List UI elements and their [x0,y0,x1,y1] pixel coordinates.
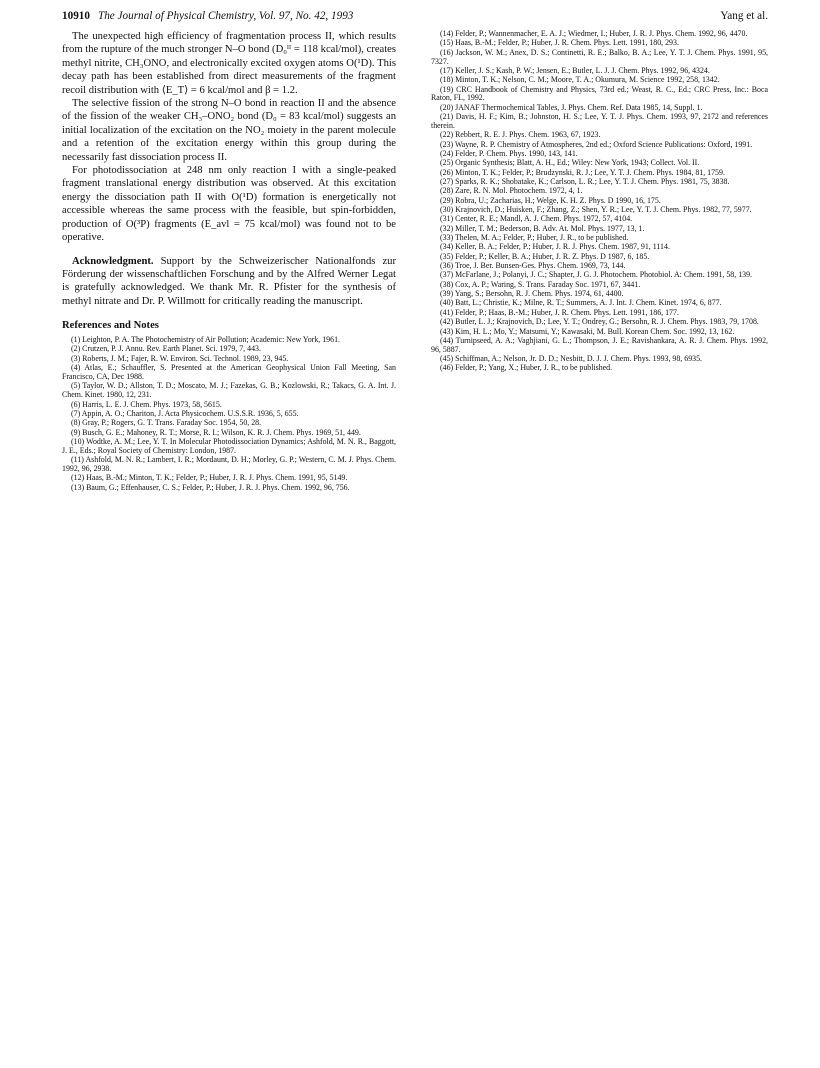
running-header [62,8,768,24]
reference-item: (41) Felder, P.; Haas, B.-M.; Huber, J. R. Chem. Phys. Lett. 1991, 186, 177. [440,307,679,317]
acknowledgment-paragraph [62,255,396,309]
reference-item: (44) Turnipseed, A. A.; Vaghjiani, G. L.; Thompson, J. E.; Ravishankara, A. R. J. Chem. Phys. 1992, 96, 5887. [431,335,768,354]
reference-item: (3) Roberts, J. M.; Fajer, R. W. Environ. Sci. Technol. 1989, 23, 945. [71,353,289,363]
reference-item: (8) Gray, P.; Rogers, G. T. Trans. Faraday Soc. 1954, 50, 28. [71,418,262,428]
reference-item: (32) Miller, T. M.; Bederson, B. Adv. At. Mol. Phys. 1977, 13, 1. [440,223,645,233]
reference-item: (28) Zare, R. N. Mol. Photochem. 1972, 4, 1. [440,186,583,196]
references-list-left [62,336,396,492]
body-paragraph: For photodissociation at 248 nm only reaction I with a single-peaked fragment translational energy distribution was observed. At this excitation energy the dissociation path II with O(¹D) formation is energetically not accessible whereas the same process with the feasible, but spin-forbidden, production of O(³P) fragments (E_avl = 75 kcal/mol) was found not to be operative. [62,165,396,244]
reference-item: (24) Felder, P. Chem. Phys. 1990, 143, 141. [440,148,578,158]
reference-item: (5) Taylor, W. D.; Allston, T. D.; Moscato, M. J.; Fazekas, G. B.; Kozlowski, R.; Takacs, G. A. Int. J. Chem. Kinet. 1980, 12, 231. [62,381,396,400]
reference-item: (9) Busch, G. E.; Mahoney, R. T.; Morse, R. I.; Wilson, K. R. J. Chem. Phys. 1969, 51, 449. [71,427,361,437]
reference-item: (35) Felder, P.; Keller, B. A.; Huber, J. R. Z. Phys. D 1987, 6, 185. [440,251,650,261]
body-paragraph: The selective fission of the strong N–O bond in reaction II and the absence of the fission of the weaker CH₃–ONO₂ bond (D₀ = 83 kcal/mol) suggests an initial localization of the excitation on the NO₂ moiety in the parent molecule and a retention of the excitation energy within this group during the necessarily fast dissociation process II. [62,98,396,163]
reference-item: (1) Leighton, P. A. The Photochemistry of Air Pollution; Academic: New York, 1961. [71,335,340,345]
reference-item: (30) Krajnovich, D.; Huisken, F.; Zhang, Z.; Shen, Y. R.; Lee, Y. T. J. Chem. Phys. 1982, 77, 5977. [440,205,752,215]
reference-item: (20) JANAF Thermochemical Tables, J. Phys. Chem. Ref. Data 1985, 14, Suppl. 1. [440,102,703,112]
reference-item: (26) Minton, T. K.; Felder, P.; Brudzynski, R. J.; Lee, Y. T. J. Chem. Phys. 1984, 81, 1759. [440,167,725,177]
reference-item: (15) Haas, B.-M.; Felder, P.; Huber, J. R. Chem. Phys. Lett. 1991, 180, 293. [440,38,679,48]
reference-item: (29) Robra, U.; Zacharias, H.; Welge, K. H. Z. Phys. D 1990, 16, 175. [440,195,661,205]
reference-item: (6) Harris, L. E. J. Chem. Phys. 1973, 58, 5615. [71,399,222,409]
reference-item: (40) Batt, L.; Christie, K.; Milne, R. T.; Summers, A. J. Int. J. Chem. Kinet. 1974, 6, 877. [440,298,722,308]
reference-item: (16) Jackson, W. M.; Anex, D. S.; Continetti, R. E.; Balko, B. A.; Lee, Y. T. J. Chem. Phys. 1991, 95, 7327. [431,47,768,66]
reference-item: (14) Felder, P.; Wannenmacher, E. A. J.; Wiedmer, I.; Huber, J. R. J. Phys. Chem. 1992, 96, 4470. [440,29,748,38]
reference-item: (23) Wayne, R. P. Chemistry of Atmospheres, 2nd ed.; Oxford Science Publications: Oxford, 1991. [440,139,753,149]
right-column [431,30,768,374]
reference-item: (33) Thelen, M. A.; Felder, P.; Huber, J. R., to be published. [440,233,629,243]
reference-item: (37) McFarlane, J.; Polanyi, J. C.; Shapter, J. G. J. Photochem. Photobiol. A: Chem. 1991, 58, 139. [440,270,753,280]
left-column [62,30,396,493]
reference-item: (39) Yang, S.; Bersohn, R. J. Chem. Phys. 1974, 61, 4400. [440,289,624,299]
reference-item: (11) Ashfold, M. N. R.; Lambert, I. R.; Mordaunt, D. H.; Morley, G. P.; Western, C. M. J. Phys. Chem. 1992, 96, 2938. [62,455,396,473]
reference-item: (17) Keller, J. S.; Kash, P. W.; Jensen, E.; Butler, L. J. J. Chem. Phys. 1992, 96, 4324. [440,65,710,75]
acknowledgment-text: Support by the Schweizerischer Nationalfonds zur Förderung der wissenschaftlichen Forschung and by the Alfred Werner Legat is gratefully acknowledged. We thank Mr. R. Pfister for the synthesis of methyl nitrate and Dr. P. Willmott for critically reading the manuscript. [62,255,396,307]
running-authors: Yang et al. [720,10,768,22]
reference-item: (42) Butler, L. J.; Krajnovich, D.; Lee, Y. T.; Ondrey, G.; Bersohn, R. J. Chem. Phys. 1983, 79, 1708. [440,317,759,327]
reference-item: (36) Troe, J. Ber. Bunsen-Ges. Phys. Chem. 1969, 73, 144. [440,261,626,271]
reference-item: (10) Wodtke, A. M.; Lee, Y. T. In Molecular Photodissociation Dynamics; Ashfold, M. N. R., Baggott, J. E., Eds.; Royal Society of Chemistry: London, 1987. [62,436,396,455]
body-paragraph: The unexpected high efficiency of fragmentation process II, which results from the rupture of the much stronger N–O bond (D₀ᴵᴵ = 118 kcal/mol), creates methyl nitrite, CH₃ONO, and electronically excited oxygen atoms O(¹D). This decay path has been established from direct measurements of the fragment recoil distribution with ⟨E_T⟩ = 6 kcal/mol and β = 1.2. [62,31,396,96]
reference-item: (4) Atlas, E.; Schauffler, S. Presented at the American Geophysical Union Fall Meeting, San Francisco, CA, Dec 1988. [62,363,396,381]
reference-item: (18) Minton, T. K.; Nelson, C. M.; Moore, T. A.; Okumura, M. Science 1992, 258, 1342. [440,75,720,85]
reference-item: (45) Schiffman, A.; Nelson, Jr. D. D.; Nesbitt, D. J. J. Chem. Phys. 1993, 98, 6935. [440,354,702,364]
reference-item: (43) Kim, H. L.; Mo, Y.; Matsumi, Y.; Kawasaki, M. Bull. Korean Chem. Soc. 1992, 13, 162. [440,326,735,336]
reference-item: (19) CRC Handbook of Chemistry and Physics, 73rd ed.; Weast, R. C., Ed.; CRC Press, Inc.: Boca Raton, FL, 1992. [431,84,768,103]
reference-item: (25) Organic Synthesis; Blatt, A. H., Ed.; Wiley: New York, 1943; Collect. Vol. II. [440,158,700,168]
references-heading: References and Notes [62,320,159,332]
reference-item: (34) Keller, B. A.; Felder, P.; Huber, J. R. J. Phys. Chem. 1987, 91, 1114. [440,242,670,252]
reference-item: (46) Felder, P.; Yang, X.; Huber, J. R., to be published. [440,363,613,373]
acknowledgment-heading: Acknowledgment. [72,255,154,267]
reference-item: (31) Center, R. E.; Mandl, A. J. Chem. Phys. 1972, 57, 4104. [440,214,633,224]
reference-item: (22) Rebbert, R. E. J. Phys. Chem. 1963, 67, 1923. [440,130,601,140]
reference-item: (27) Sparks, R. K.; Shobatake, K.; Carlson, L. R.; Lee, Y. T. J. Chem. Phys. 1981, 75, 3838. [440,177,730,186]
references-list-right [431,30,768,373]
reference-item: (21) Davis, H. F.; Kim, B.; Johnston, H. S.; Lee, Y. T. J. Phys. Chem. 1993, 97, 2172 and references therein. [431,112,768,130]
reference-item: (7) Appin, A. O.; Chariton, J. Acta Physicochem. U.S.S.R. 1936, 5, 655. [71,408,299,418]
journal-citation: The Journal of Physical Chemistry, Vol. 97, No. 42, 1993 [97,10,354,22]
page-number: 10910 [62,10,90,22]
body-text [62,30,396,308]
reference-item: (12) Haas, B.-M.; Minton, T. K.; Felder, P.; Huber, J. R. J. Phys. Chem. 1991, 95, 5149. [71,473,348,483]
reference-item: (13) Baum, G.; Effenhauser, C. S.; Felder, P.; Huber, J. R. J. Phys. Chem. 1992, 96, 756. [71,482,350,492]
reference-item: (2) Crutzen, P. J. Annu. Rev. Earth Planet. Sci. 1979, 7, 443. [71,344,261,354]
reference-item: (38) Cox, A. P.; Waring, S. Trans. Faraday Soc. 1971, 67, 3441. [440,279,641,289]
